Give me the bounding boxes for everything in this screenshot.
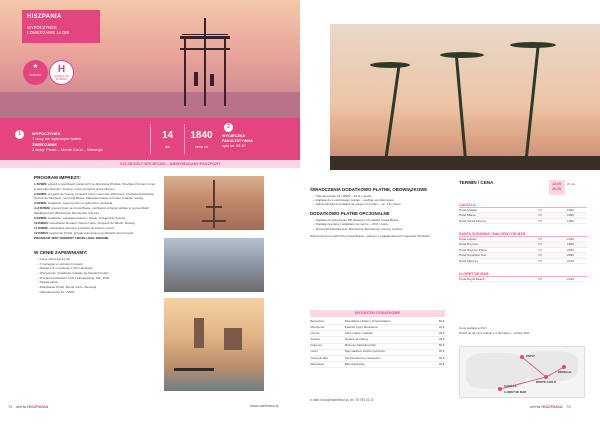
included-list	[34, 257, 156, 294]
map-pin	[498, 387, 502, 391]
price-group-lloret	[459, 271, 587, 282]
table-row: Tossa de Mar Średniowieczne miasteczko 30 €	[310, 355, 445, 360]
table-row: Barcelona Zwiedzanie miasta z przewodnikiem 50 €	[310, 318, 445, 323]
price-notes	[459, 326, 589, 335]
photo-venice	[164, 298, 264, 391]
badge-label: NOWOŚĆ	[29, 74, 42, 77]
table-row: Warszawa Bilet dojazdowy 20 €	[310, 361, 445, 366]
group-heading: SANTA SUSANNA / MALGRAT DE MAR	[459, 231, 587, 237]
note: Dzieci do lat 12 w pokoju z 2 dorosłymi – zniżka 10%	[459, 330, 530, 335]
group-heading: LLORET DE MAR	[459, 271, 587, 277]
price-table	[459, 180, 587, 281]
page-footer-right	[530, 404, 570, 409]
list-item: – 7 noclegów w wybranym hotelu	[34, 262, 156, 267]
photo-monte-carlo	[164, 238, 264, 292]
program-day: 1 DZIEŃ: wyjazd w godzinach porannych ze Zgorzelca (Polska, Wrocław, Poznań i inne) w kierunku Niemiec i Francji, nocny przejazd przez Niemcy.	[34, 182, 156, 191]
program-column	[34, 175, 156, 294]
table-row: Girona Stare miasto i katedra 40 €	[310, 330, 445, 335]
table-row: Figueres Muzeum Salvadora Dalí 50 €	[310, 343, 445, 348]
date-end: 26.09.	[552, 187, 562, 192]
date-start: 13.09.	[552, 182, 562, 186]
program-day: 10 DZIEŃ: zwiedzanie Monako i Monte Carlo, przejazd do Włoch. Nocleg.	[34, 221, 136, 226]
table-row: Lloret Rejs statkiem wzdłuż wybrzeża 30 €	[310, 349, 445, 354]
website-link[interactable]: www.martintour.pl	[250, 404, 279, 408]
table-row: Hotel Calella HB 1840	[459, 208, 587, 213]
program-title: PROGRAM IMPREZY:	[34, 175, 81, 180]
hotels-badge	[49, 60, 74, 85]
map-label: PARYŻ	[526, 355, 535, 358]
table-row: Hotel Capitol HB 1940	[459, 237, 587, 242]
trip-title: WYPOCZYNEK	[32, 131, 61, 136]
excursions-head: WYCIECZKI DODATKOWE	[310, 310, 445, 317]
page-footer-left	[8, 404, 48, 409]
map-pin	[544, 375, 548, 379]
map-pin	[562, 365, 566, 369]
hero-photo-palms	[330, 24, 600, 170]
table-row: Hotel Mercury HB 2140	[459, 259, 587, 264]
option-description	[222, 134, 282, 149]
table-row: Montserrat Klasztor i góry Montserrat 45 €	[310, 324, 445, 329]
map-label: MONTE CARLO	[536, 381, 557, 384]
map-label: WENECJA	[558, 371, 572, 374]
list-item: – Pokoje 2,3,4 osobowe z WC i łazienką	[34, 266, 156, 271]
table-row: Hotel Reymar HB 1990	[459, 242, 587, 247]
country-title: HISZPANIA	[27, 14, 62, 20]
map-label: CALELLA	[504, 385, 517, 388]
trip-line: 7 nocy we wybranym hotelu	[32, 136, 82, 142]
program-day: 11 DZIEŃ: zwiedzanie Wenecji, przejazd do Austrii, Czech.	[34, 226, 115, 231]
table-row: Hotel Miami HB 1890	[459, 213, 587, 218]
list-item: – Dopłata do 1-osobowego pokoju – według cennika hotelu	[310, 198, 445, 202]
brand: oferta	[530, 404, 541, 409]
program-day: 12 DZIEŃ: powrót do Polski, przyjazd do kraju w godzinach wieczornych.	[34, 231, 135, 236]
subtitle	[27, 25, 95, 36]
details-band: SZCZEGÓŁY WYCIECZKI – NIEWYMAGANY PASZPORT	[0, 160, 300, 168]
program-day: 4–8 DZIEŃ: wypoczynek na Costa Brava, możliwość wzięcia udziału w wycieczkach fakultatywnych (Barcelona, Montserrat, Girona).	[34, 206, 150, 215]
trip-subtitle: ZWIEDZANIE	[32, 141, 57, 147]
group-heading: CALELLA	[459, 202, 587, 208]
new-badge	[23, 60, 48, 85]
asterisk-icon: *	[33, 63, 38, 74]
subtitle-line-2: I ZWIEDZANIE 14 DNI	[27, 30, 70, 36]
hotel-icon: H	[57, 64, 66, 75]
list-item: – Wycieczki fakultatywne: Barcelona, Montserrat, Girona, Andora	[310, 227, 445, 231]
program-day: 9 DZIEŃ: śniadanie, wykwaterowanie z hotelu, przejazd do Francji.	[34, 216, 126, 220]
page-number: 73	[565, 404, 571, 409]
price-group-calella	[459, 202, 587, 224]
optional-title: DODATKOWO PŁATNE OPCJONALNE	[310, 210, 390, 216]
option-title: WYCIECZKA	[222, 134, 245, 138]
trip-summary-bar	[0, 118, 300, 160]
brand: oferta	[15, 404, 27, 409]
excursions-table	[310, 310, 445, 368]
step-number: 1	[15, 130, 24, 139]
extras-column	[310, 185, 445, 239]
days-value: 14	[161, 130, 174, 141]
price-title: TERMIN / CENA	[459, 180, 494, 185]
price-group-santa-susanna	[459, 231, 587, 264]
list-item: – Cena: Wenecja 14 dni	[34, 257, 156, 262]
program-day: 3 DZIEŃ: śniadanie, wypoczynek na wybrzeżu, rekreacja.	[34, 201, 114, 206]
days-stat	[150, 124, 184, 154]
note: Ceny podane w PLN	[459, 326, 487, 330]
list-item: – Zwiedzanie Punkt, Monte Carlo, Wenecja	[34, 285, 156, 290]
page-number: 72	[8, 404, 13, 409]
list-item: – Wyżywienie: śniadania i kolacje (w hotelach bufet)	[34, 271, 156, 276]
list-item: – Ubezpieczenie KL i NNW	[34, 290, 156, 295]
sea-shape	[0, 92, 300, 118]
subtitle-line-1: WYPOCZYNEK	[27, 24, 57, 30]
photo-eiffel-tower	[164, 176, 264, 230]
badge-label: HOTELE DO WYBORU	[54, 75, 69, 82]
list-item: – Taksa klimatyczna płatna na miejscu w hotelu – ok. 1 € / dzień	[310, 202, 445, 206]
map-pin	[520, 355, 524, 359]
currency-label: zł / os.	[567, 182, 576, 186]
right-page	[300, 0, 600, 424]
included-title: W CENIE ZAPEWNIAMY:	[34, 249, 88, 255]
list-item: – Dopłata za wyżywienie HB (kolacje) w hotelach Costa Brava	[310, 218, 445, 222]
hero-photo-pier	[0, 0, 300, 118]
price-value: 1840	[190, 130, 213, 141]
list-item: – Opieka pilota	[34, 280, 156, 285]
option-number: 2	[224, 123, 233, 132]
lifeguard-tower-silhouette	[160, 8, 244, 108]
paid-list	[310, 194, 445, 207]
brand-country: HISZPANIA	[541, 404, 563, 409]
contact-note: e-mail: biuro@martintour.pl, tel. 75 755 21 22	[310, 398, 374, 402]
price-label: cena od	[195, 144, 208, 149]
days-label: dni	[165, 144, 170, 149]
option-line: opis str. 65-67	[222, 143, 246, 148]
program-note: PROGRAM JEST RAMOWY I MOŻE ULEC ZMIANIE.	[34, 236, 110, 241]
lead-text: Wypoczynek na wybrzeżu Costa Brava – jednym z najpiękniejszych regionów Hiszpanii.	[310, 234, 431, 239]
map-label: LLORET DE MAR	[504, 391, 527, 394]
program-day: 2 DZIEŃ: przyjazd do Francji, przejazd przez Lazurowe Wybrzeże, przejazd Autostradą Słońca do Hiszpanii, na Costa Brava. Zakwaterowanie w hotelu, kolacja, nocleg.	[34, 191, 154, 201]
price-stat	[184, 124, 218, 154]
list-item: – Ubezpieczenie KL i NNW – 10 zł / osoba	[310, 194, 445, 198]
table-row: Hotel Sunshine Sun HB 2090	[459, 253, 587, 258]
date-box	[549, 180, 565, 195]
table-row: Hotel Reymar Playa HB 2040	[459, 248, 587, 253]
brand-country: HISZPANIA	[27, 404, 49, 409]
optional-list	[310, 218, 445, 231]
paid-title: ŚWIADCZENIA DODATKOWO PŁATNE, OBOWIĄZKOWE	[310, 186, 428, 192]
option-title-2: FAKULTATYWNA	[222, 138, 253, 143]
table-row: Hotel Royal Beach HB 2190	[459, 277, 587, 282]
trip-description	[32, 131, 147, 153]
route-map	[459, 346, 585, 398]
country-title-box	[22, 10, 100, 43]
excursions-table-grid	[310, 319, 445, 368]
table-row: Hotel Santa Monica HB 1990	[459, 219, 587, 224]
list-item: – Dopłata za pokój z widokiem na morze – 45 € / pokój	[310, 222, 445, 226]
list-item: – Przejazd autokarem LUX z klimatyzacją, WC, DVD	[34, 276, 156, 281]
table-row: Andora Wyjazd na zakupy 45 €	[310, 337, 445, 342]
trip-line: 2 doby: Punkt – Monte Carlo – Wenecja	[32, 147, 103, 153]
